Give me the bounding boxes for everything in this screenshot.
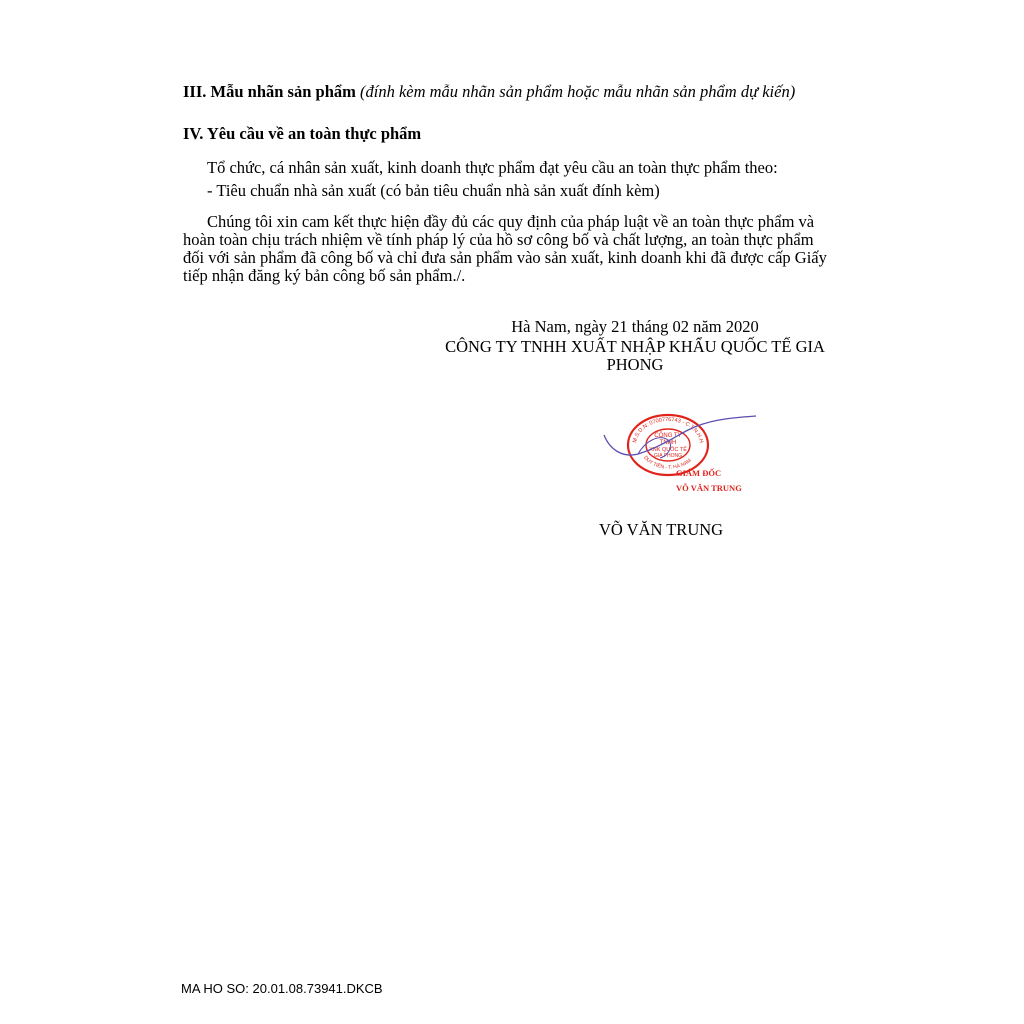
seal-center-line-3: XNK QUỐC TẾ (649, 447, 687, 453)
commitment-line-1: Chúng tôi xin cam kết thực hiện đầy đủ các quy định của pháp luật về an toàn thực phẩm và (207, 212, 815, 231)
section-4-line-2: - Tiêu chuẩn nhà sản xuất (có bản tiêu chuẩn nhà sản xuất đính kèm) (207, 181, 660, 200)
seal-title: GIÁM ĐỐC (676, 468, 722, 478)
company-name-line-2: PHONG (606, 355, 664, 374)
commitment-line-3: đối với sản phẩm đã công bố và chỉ đưa sản phẩm vào sản xuất, kinh doanh khi đã được cấp Giấy (183, 248, 827, 267)
place-date: Hà Nam, ngày 21 tháng 02 năm 2020 (511, 317, 759, 336)
company-seal-graphic (598, 410, 768, 510)
document-code: MA HO SO: 20.01.08.73941.DKCB (181, 981, 383, 996)
seal-center-line-1: CÔNG TY (654, 433, 682, 439)
signer-name: VÕ VĂN TRUNG (599, 520, 724, 539)
company-seal (598, 410, 768, 510)
commitment-line-2: hoàn toàn chịu trách nhiệm về tính pháp lý của hồ sơ công bố và chất lượng, an toàn thực phẩm (183, 230, 814, 249)
section-3-line (183, 82, 795, 102)
section-4-line-1: Tổ chức, cá nhân sản xuất, kinh doanh thực phẩm đạt yêu cầu an toàn thực phẩm theo: (207, 158, 778, 177)
commitment-line-4: tiếp nhận đăng ký bản công bố sản phẩm./. (183, 266, 466, 285)
section-3-heading: III. Mẫu nhãn sản phẩm (183, 82, 356, 101)
seal-center-line-2: TNHH (659, 440, 677, 446)
company-name-line-1: CÔNG TY TNHH XUẤT NHẬP KHẨU QUỐC TẾ GIA (445, 337, 825, 356)
section-4-heading: IV. Yêu cầu về an toàn thực phẩm (183, 124, 422, 143)
seal-bottom-text: DUY TIÊN - T. HÀ NAM (642, 454, 693, 471)
seal-ring-text: M.S.D.N: 0700776743 - C.T.N.H.H (632, 416, 704, 444)
seal-center-line-4: GIA PHONG (653, 453, 683, 459)
seal-name: VÕ VĂN TRUNG (676, 483, 742, 493)
section-3-note: (đính kèm mẫu nhãn sản phẩm hoặc mẫu nhãn sản phẩm dự kiến) (360, 82, 796, 101)
